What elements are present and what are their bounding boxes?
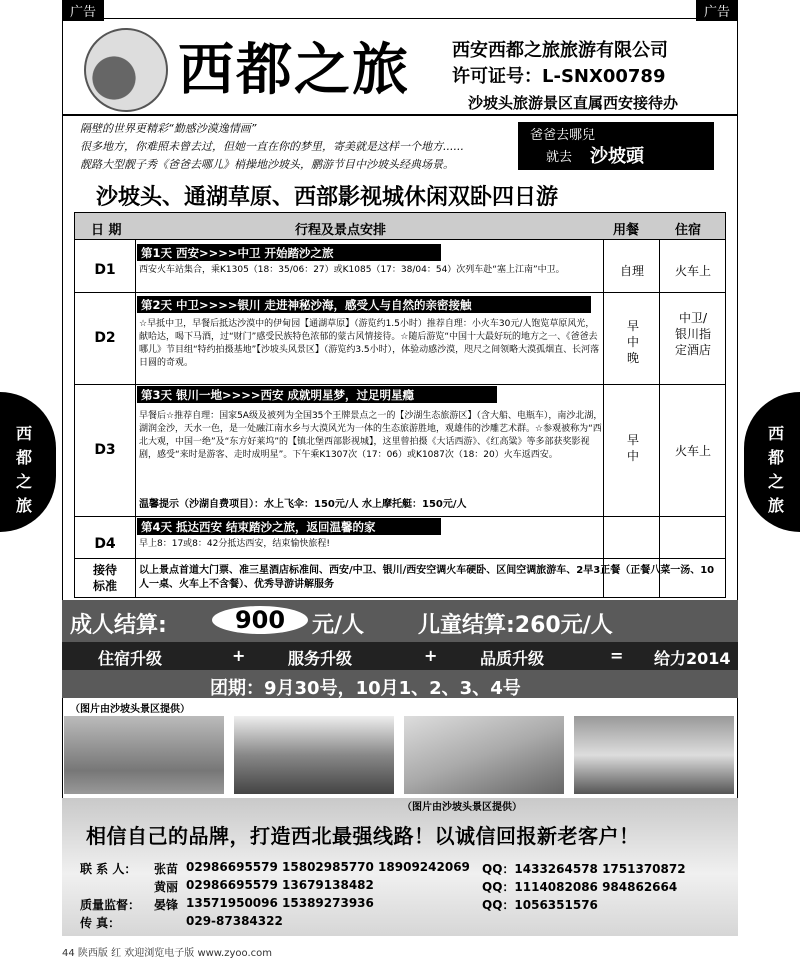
header-stay: 住宿 bbox=[675, 223, 702, 238]
upgrade-result: 给力2014 bbox=[654, 649, 731, 668]
photo-desert-boat bbox=[64, 716, 224, 794]
side-tab-left bbox=[0, 392, 56, 532]
contact-row-qq-1: QQ：1433264578 1751370872 bbox=[482, 862, 686, 876]
header-meal: 用餐 bbox=[613, 223, 640, 238]
photo-sand-slide bbox=[404, 716, 564, 794]
contact-row-phones-2: 02986695579 13679138482 bbox=[186, 878, 374, 892]
contact-row-qq-3: QQ：1056351576 bbox=[482, 898, 598, 912]
day-heading-4: 第4天 抵达西安 结束踏沙之旅，返回温馨的家 bbox=[137, 518, 441, 535]
day-stay-3: 火车上 bbox=[674, 444, 711, 458]
slogan-part-3: 沙坡頭 bbox=[590, 146, 644, 167]
office-line: 沙坡头旅游景区直属西安接待办 bbox=[468, 94, 679, 112]
day-stay-1: 火车上 bbox=[674, 264, 711, 278]
header-date: 日 期 bbox=[91, 223, 122, 238]
contact-row-name-3: 晏锋 bbox=[154, 898, 179, 912]
price-band bbox=[62, 600, 738, 698]
slogan-box bbox=[518, 122, 714, 170]
plus-2: + bbox=[424, 646, 438, 665]
ad-tag-right: 广告 bbox=[696, 0, 738, 21]
contact-row-phones-4: 029-87384322 bbox=[186, 914, 283, 928]
slogan-part-2: 就去 bbox=[546, 150, 573, 165]
photo-zipline bbox=[234, 716, 394, 794]
company-name: 西安西都之旅旅游有限公司 bbox=[452, 40, 668, 61]
day-meal-2: 早中晚 bbox=[626, 319, 639, 365]
day-heading-1: 第1天 西安>>>>中卫 开始踏沙之旅 bbox=[137, 244, 441, 261]
day-label-3: D3 bbox=[94, 442, 116, 458]
side-tab-right-text: 西都之旅 bbox=[767, 424, 784, 515]
logo-emblem bbox=[84, 28, 168, 112]
upgrade-quality: 品质升级 bbox=[480, 649, 545, 668]
contact-row-name-2: 黄丽 bbox=[154, 880, 179, 894]
intro-line-2: 很多地方，你难照未曾去过，但她一直在你的梦里，寄美就是这样一个地方...... bbox=[80, 140, 464, 153]
plus-1: + bbox=[232, 646, 246, 665]
upgrade-service: 服务升级 bbox=[288, 649, 353, 668]
adult-label: 成人结算: bbox=[70, 613, 167, 638]
day-heading-2: 第2天 中卫>>>>银川 走进神秘沙海，感受人与自然的亲密接触 bbox=[137, 296, 591, 313]
contact-panel bbox=[62, 798, 738, 936]
upgrade-stay: 住宿升级 bbox=[98, 649, 163, 668]
day-text-2: ☆早抵中卫，早餐后抵达沙漠中的伊甸园【通湖草原】（游览约1.5小时）推荐自理：小火车30元/人饱览草原风光，献哈达，喝下马酒，过“财门”感受民族特色浓郁的蒙古风情接待。☆随后游览“中国十大最好玩的地方之一、《爸爸去哪儿》节目组“特约拍摄基地”【沙坡头风景区】（游览约3.5小时），体验动感沙漠，咫尺之间领略大漠孤烟直、长河落日圆的奇观。 bbox=[139, 319, 600, 368]
contact-row-phones-1: 02986695579 15802985770 18909242069 bbox=[186, 860, 470, 874]
side-tab-left-text: 西都之旅 bbox=[15, 424, 32, 515]
header-itinerary: 行程及景点安排 bbox=[295, 223, 387, 238]
top-rule bbox=[62, 18, 738, 19]
brand-title: 西都之旅 bbox=[178, 37, 410, 103]
tour-title: 沙坡头、通湖草原、西部影视城休闲双卧四日游 bbox=[96, 185, 559, 210]
bottom-slogan: 相信自己的品牌，打造西北最强线路！以诚信回报新老客户！ bbox=[86, 824, 640, 848]
table-header bbox=[74, 212, 726, 240]
contact-row-phones-3: 13571950096 15389273936 bbox=[186, 896, 374, 910]
contact-row-label-4: 传 真： bbox=[80, 916, 121, 930]
standard-text: 以上景点首道大门票、准三星酒店标准间、西安/中卫、银川/西安空调火车硬卧、区间空调旅游车、2早3正餐（正餐八菜一汤、10人一桌、火车上不含餐）、优秀导游讲解服务 bbox=[139, 565, 715, 590]
page-footer: 44 陕西版 红 欢迎浏览电子版 www.zyoo.com bbox=[62, 948, 272, 959]
contact-row-name-1: 张苗 bbox=[154, 862, 179, 876]
day-note-3: 温馨提示（沙湖自费项目）：水上飞伞：150元/人 水上摩托艇：150元/人 bbox=[139, 499, 467, 510]
day-text-4: 早上8：17或8：42分抵达西安，结束愉快旅程! bbox=[139, 539, 330, 549]
intro-line-1: 隔壁的世界更精彩“勤感沙漠逸情画” bbox=[80, 122, 257, 135]
contact-row-label-3: 质量监督： bbox=[80, 898, 141, 912]
slogan-part-1: 爸爸去哪兒 bbox=[530, 128, 596, 143]
day-label-2: D2 bbox=[94, 330, 116, 346]
itinerary-table bbox=[74, 240, 726, 598]
tour-dates: 团期：9月30号，10月1、2、3、4号 bbox=[210, 678, 521, 699]
photo-credit-1: （图片由沙坡头景区提供） bbox=[70, 704, 190, 715]
contact-row-label-1: 联 系 人： bbox=[80, 862, 137, 876]
standard-label: 接待标准 bbox=[92, 563, 117, 593]
contact-row-qq-2: QQ：1114082086 984862664 bbox=[482, 880, 678, 894]
day-label-4: D4 bbox=[94, 536, 116, 552]
day-meal-1: 自理 bbox=[619, 264, 644, 278]
day-text-3: 早餐后☆推荐自理：国家5A级及被列为全国35个王牌景点之一的【沙湖生态旅游区】（含大船、电瓶车），南沙北湖，湖润金沙，天水一色，是一处融江南水乡与大漠风光为一体的生态旅游胜地，观雄伟的沙雕艺术群。☆参观被称为“西北大观，中国一绝”及“东方好莱坞”的【镇北堡西部影视城】，这里曾拍摄《大话西游》、《红高粱》等多部获奖影视剧，感受“来时是游客、走时成明星”。下午乘K1307次（17：06）或K1087次（18：20）火车返西安。 bbox=[139, 411, 603, 460]
day-stay-2: 中卫/银川指定酒店 bbox=[675, 311, 712, 357]
day-meal-3: 早中 bbox=[626, 433, 639, 463]
header-divider bbox=[62, 114, 738, 116]
child-price: 儿童结算:260元/人 bbox=[418, 613, 613, 638]
adult-unit: 元/人 bbox=[312, 613, 365, 638]
equals-sign: = bbox=[610, 646, 624, 665]
photo-raft bbox=[574, 716, 734, 794]
side-tab-right bbox=[744, 392, 800, 532]
license-number: 许可证号：L-SNX00789 bbox=[452, 66, 666, 87]
day-text-1: 西安火车站集合，乘K1305（18：35/06：27）或K1085（17：38/04：54）次列车赴“塞上江南”中卫。 bbox=[139, 265, 565, 275]
ad-tag-left: 广告 bbox=[62, 0, 104, 21]
day-heading-3: 第3天 银川一地>>>>西安 成就明星梦，过足明星瘾 bbox=[137, 386, 497, 403]
day-label-1: D1 bbox=[94, 262, 116, 278]
intro-line-3: 靓路大型靓子秀《爸爸去哪儿》梢操地沙坡头，鹏游节目中沙坡头经典场景。 bbox=[80, 158, 454, 171]
photo-credit-2: （图片由沙坡头景区提供） bbox=[402, 802, 522, 813]
adult-price: 900 bbox=[212, 606, 308, 634]
